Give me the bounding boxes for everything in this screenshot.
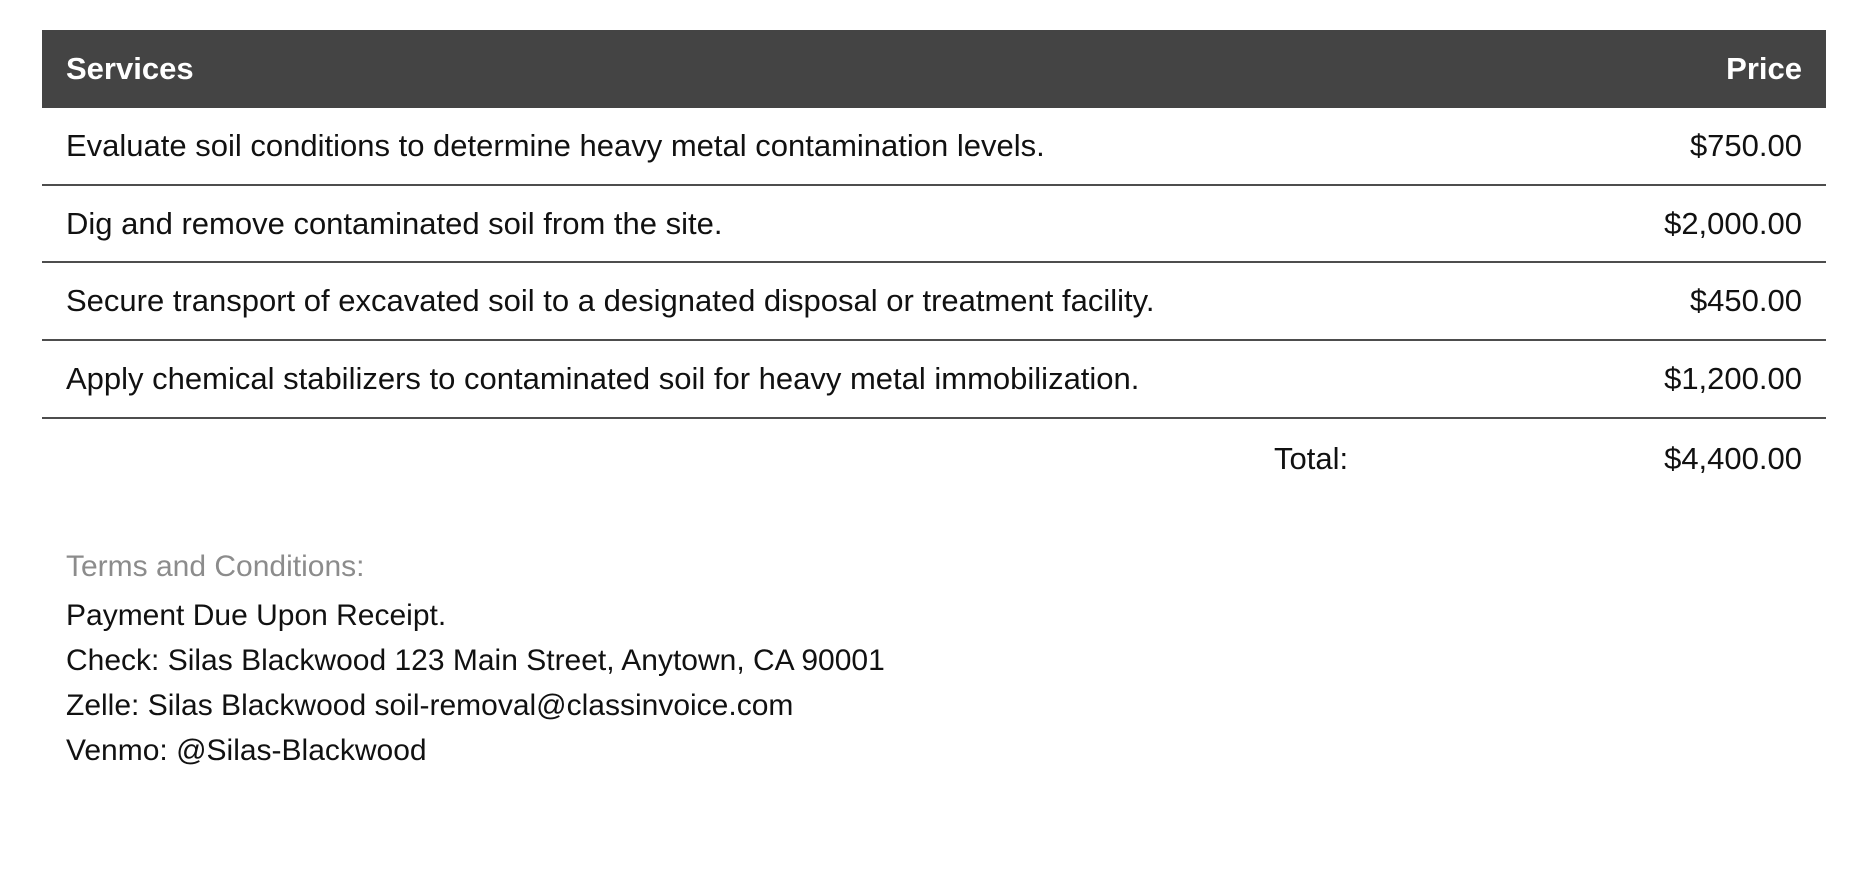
terms-line-payment: Payment Due Upon Receipt. [66,599,447,633]
service-price: $2,000.00 [1374,185,1826,263]
table-header [42,30,1826,108]
services-price-table [42,30,1826,496]
column-header-services: Services [42,30,1374,108]
total-label: Total: [1274,440,1349,476]
table-header-row [42,30,1826,108]
table-total-row [42,418,1826,497]
table-row [42,262,1826,340]
terms-heading: Terms and Conditions: [66,550,365,584]
service-price: $450.00 [1374,262,1826,340]
table-row [42,108,1826,185]
terms-line-zelle: Zelle: Silas Blackwood soil-removal@classinvoice.com [66,689,794,723]
service-description: Evaluate soil conditions to determine heavy metal contamination levels. [42,108,1374,185]
terms-line-check: Check: Silas Blackwood 123 Main Street, Anytown, CA 90001 [66,644,885,678]
table-row [42,340,1826,418]
column-header-price: Price [1374,30,1826,108]
service-price: $1,200.00 [1374,340,1826,418]
terms-line-venmo: Venmo: @Silas-Blackwood [66,734,427,768]
service-description: Dig and remove contaminated soil from the site. [42,185,1374,263]
service-description: Secure transport of excavated soil to a designated disposal or treatment facility. [42,262,1374,340]
table-row [42,185,1826,263]
service-price: $750.00 [1374,108,1826,185]
service-description: Apply chemical stabilizers to contaminated soil for heavy metal immobilization. [42,340,1374,418]
table-body [42,108,1826,496]
total-amount: $4,400.00 [1664,440,1802,476]
terms-and-conditions-section [42,544,1826,773]
